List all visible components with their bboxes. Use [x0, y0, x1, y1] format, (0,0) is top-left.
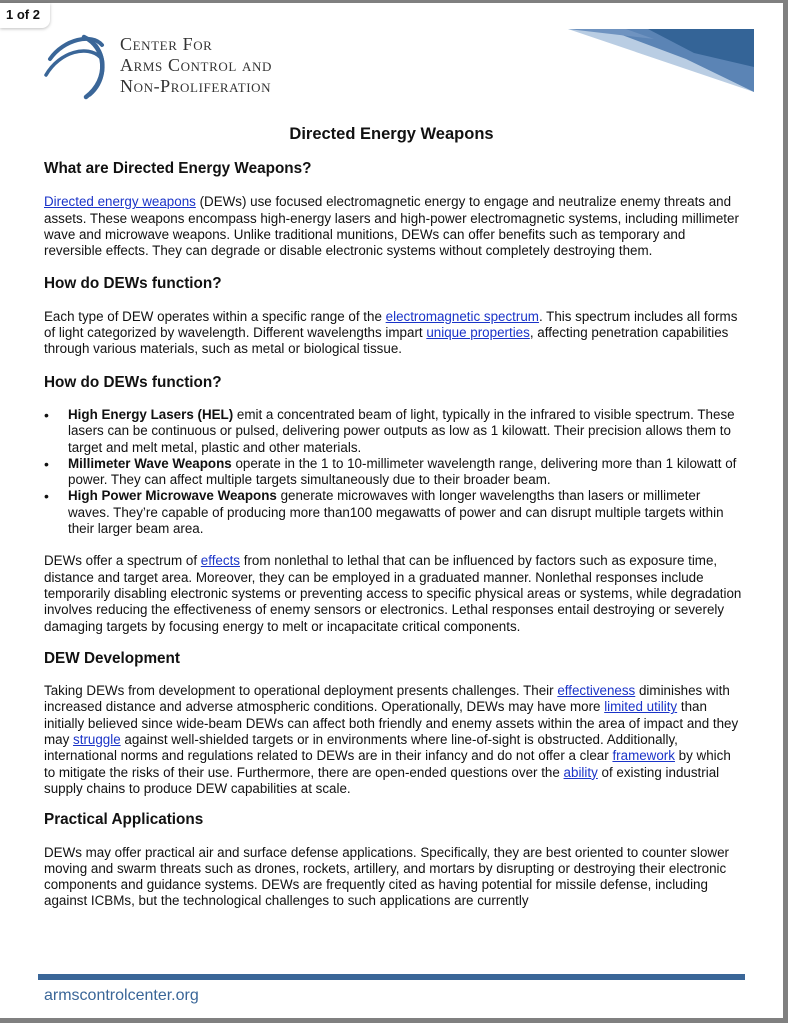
organization-name: [120, 34, 272, 97]
dew-types-list: [44, 407, 744, 537]
document-page: [0, 3, 783, 1018]
organization-logo: [44, 31, 324, 101]
link-framework[interactable]: framework: [612, 748, 675, 764]
arc-logo-icon: [44, 31, 120, 101]
org-line-1: Center For: [120, 34, 213, 54]
section-heading-what: What are Directed Energy Weapons?: [44, 160, 312, 177]
section-heading-function-2: How do DEWs function?: [44, 373, 222, 391]
section-heading-development: DEW Development: [44, 649, 180, 667]
paragraph-development: Taking DEWs from development to operational deployment presents challenges. Their effectiveness diminishes with increased distance and adverse atmospheric conditions. Operationally, DEWs may have more limited utility than initially believed since wide-beam DEWs can affect both friendly and enemy assets within the area of impact and they may struggle against well-shielded targets or in environments where line-of-sight is obstructed. Additionally, international norms and regulations related to DEWs are in their infancy and do not offer a clear framework by which to mitigate the risks of their use. Furthermore, there are open-ended questions over the ability of existing industrial supply chains to produce DEW capabilities at scale.: [44, 683, 739, 796]
page-indicator: 1 of 2: [0, 3, 50, 28]
link-unique-properties[interactable]: unique properties: [426, 325, 530, 341]
link-limited-utility[interactable]: limited utility: [604, 699, 678, 715]
paragraph-effects: DEWs offer a spectrum of effects from nonlethal to lethal that can be influenced by factors such as exposure time, distance and target area. Moreover, they can be employed in a graduated manner. Nonlethal responses include temporarily disabling electronic systems or preventing access to specific physical areas or systems, while degradation involves reducing the effectiveness of enemy sensors or electronics. Lethal responses entail destroying or severely damaging targets by focusing energy to melt or incapacitate critical components.: [44, 553, 742, 634]
section-heading-function-1: How do DEWs function?: [44, 275, 222, 293]
org-line-3: Non-Proliferation: [120, 76, 272, 96]
org-line-2: Arms Control and: [120, 55, 272, 75]
list-item-hel: • High Energy Lasers (HEL) emit a concentrated beam of light, typically in the infrared to visible spectrum. These lasers can be continuous or pulsed, delivering power outputs as low as 1 kilowatt. Their precision allows them to target and melt metal, plastic and other materials.: [68, 407, 744, 456]
paragraph-practical: DEWs may offer practical air and surface defense applications. Specifically, they are best oriented to counter slower moving and swarm threats such as drones, rockets, artillery, and mortars by disrupting or destroying their electronic components and guidance systems. DEWs are frequently cited as having potential for missile defense, including against ICBMs, but the technological challenges to such applications are currently: [44, 844, 729, 909]
document-body: [44, 159, 744, 910]
link-effectiveness[interactable]: effectiveness: [557, 683, 636, 699]
footer-website: armscontrolcenter.org: [44, 987, 199, 1004]
link-ability[interactable]: ability: [563, 764, 598, 780]
link-effects[interactable]: effects: [200, 553, 240, 569]
footer-divider: [38, 974, 745, 980]
paragraph-function: Each type of DEW operates within a specific range of the electromagnetic spectrum. This spectrum includes all forms of light categorized by wavelength. Different wavelengths impart unique properties, affecting penetration capabilities through various materials, such as metal or biological tissue.: [44, 308, 738, 357]
list-item-millimeter-wave: • Millimeter Wave Weapons operate in the 1 to 10-millimeter wavelength range, delivering more than 1 kilowatt of power. They can affect multiple targets simultaneously due to their broader beam.: [68, 456, 744, 489]
section-heading-practical: Practical Applications: [44, 811, 204, 829]
list-item-microwave: • High Power Microwave Weapons generate microwaves with longer wavelengths than lasers or millimeter waves. They’re capable of producing more than100 megawatts of power and can disrupt multiple targets within their larger beam area.: [68, 488, 744, 537]
paragraph-what: Directed energy weapons (DEWs) use focused electromagnetic energy to engage and neutralize enemy threats and assets. These weapons encompass high-energy lasers and high-power electromagnetic systems, including millimeter wave and microwave weapons. Unlike traditional munitions, DEWs can offer benefits such as temporary and reversible effects. They can degrade or disable electronic systems without completely destroying them.: [44, 194, 739, 259]
link-struggle[interactable]: struggle: [73, 732, 121, 748]
header-banner-graphic: [566, 27, 756, 97]
document-title: Directed Energy Weapons: [289, 125, 494, 143]
link-directed-energy-weapons[interactable]: Directed energy weapons: [44, 194, 196, 210]
link-electromagnetic-spectrum[interactable]: electromagnetic spectrum: [385, 308, 539, 324]
